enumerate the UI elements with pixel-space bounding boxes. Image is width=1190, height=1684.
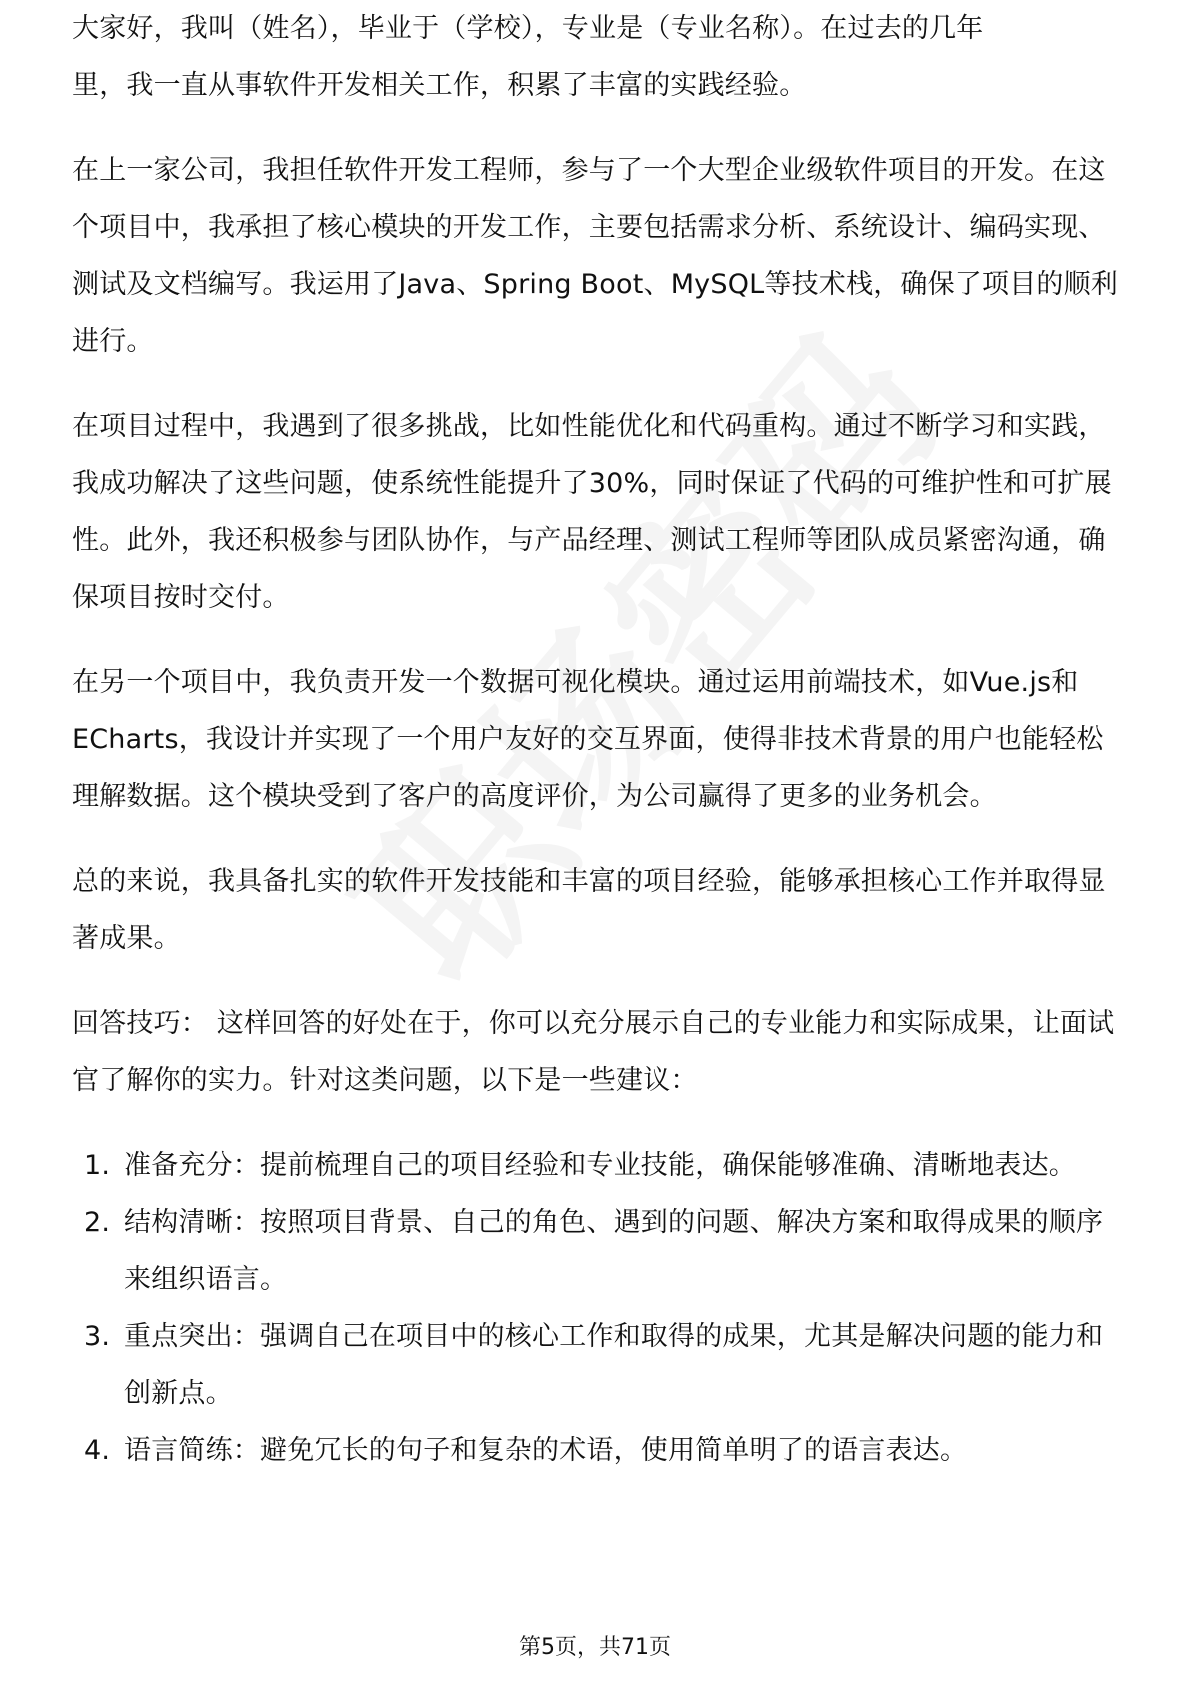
list-number: 3.: [84, 1321, 111, 1352]
list-number: 4.: [84, 1435, 111, 1466]
list-text: 重点突出：强调自己在项目中的核心工作和取得的成果，尤其是解决问题的能力和创新点。: [124, 1321, 1104, 1409]
list-text: 语言简练：避免冗长的句子和复杂的术语，使用简单明了的语言表达。: [124, 1435, 968, 1466]
cut-off-line: 大家好，我叫（姓名），毕业于（学校），专业是（专业名称）。在过去的几年: [72, 13, 984, 44]
list-number: 1.: [84, 1150, 111, 1181]
paragraph-2: 在上一家公司，我担任软件开发工程师，参与了一个大型企业级软件项目的开发。在这个项目中，我承担了核心模块的开发工作，主要包括需求分析、系统设计、编码实现、测试及文档编写。我运用了Java、Spring Boot、MySQL等技术栈，确保了项目的顺利进行。: [72, 155, 1118, 357]
list-number: 2.: [84, 1207, 111, 1238]
paragraph-3: 在项目过程中，我遇到了很多挑战，比如性能优化和代码重构。通过不断学习和实践，我成功解决了这些问题，使系统性能提升了30%，同时保证了代码的可维护性和可扩展性。此外，我还积极参与团队协作，与产品经理、测试工程师等团队成员紧密沟通，确保项目按时交付。: [72, 411, 1112, 613]
list-item: [72, 1137, 1122, 1194]
paragraph-1: 里，我一直从事软件开发相关工作，积累了丰富的实践经验。: [72, 70, 807, 101]
list-item: [72, 1422, 1122, 1479]
paragraph-5: 总的来说，我具备扎实的软件开发技能和丰富的项目经验，能够承担核心工作并取得显著成果。: [72, 866, 1106, 954]
list-item: [72, 1194, 1122, 1308]
paragraph-4: 在另一个项目中，我负责开发一个数据可视化模块。通过运用前端技术，如Vue.js和ECharts，我设计并实现了一个用户友好的交互界面，使得非技术背景的用户也能轻松理解数据。这个模块受到了客户的高度评价，为公司赢得了更多的业务机会。: [72, 667, 1104, 812]
list-text: 准备充分：提前梳理自己的项目经验和专业技能，确保能够准确、清晰地表达。: [124, 1150, 1076, 1181]
list-text: 结构清晰：按照项目背景、自己的角色、遇到的问题、解决方案和取得成果的顺序来组织语言。: [124, 1207, 1104, 1295]
document-body: [72, 13, 1122, 1479]
paragraph-6: 回答技巧： 这样回答的好处在于，你可以充分展示自己的专业能力和实际成果，让面试官了解你的实力。针对这类问题，以下是一些建议：: [72, 1008, 1115, 1096]
page-footer: 第5页，共71页: [519, 1635, 671, 1660]
tips-list: [72, 1137, 1122, 1479]
list-item: [72, 1308, 1122, 1422]
